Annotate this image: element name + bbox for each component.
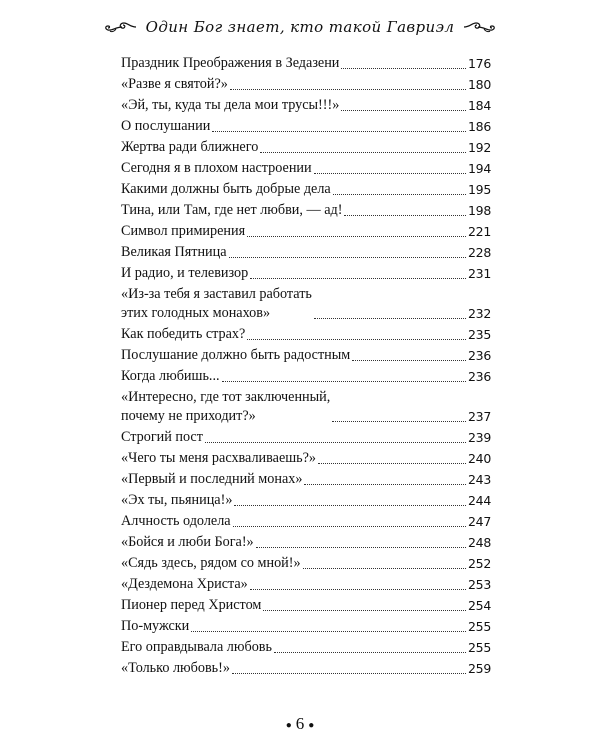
- toc-entry-title: «Разве я святой?»: [121, 76, 228, 92]
- dot-leader: [260, 152, 466, 153]
- dot-leader: [247, 339, 466, 340]
- toc-entry[interactable]: [121, 285, 491, 323]
- toc-entry[interactable]: [121, 117, 491, 136]
- dot-leader: [205, 442, 466, 443]
- toc-entry-title: Великая Пятница: [121, 244, 227, 260]
- toc-entry[interactable]: [121, 575, 491, 594]
- toc-entry-page: 255: [468, 640, 491, 655]
- toc-entry-page: 254: [468, 598, 491, 613]
- toc-entry[interactable]: [121, 388, 491, 426]
- dot-leader: [232, 673, 466, 674]
- toc-entry-title: И радио, и телевизор: [121, 265, 249, 281]
- toc-entry-title: Символ примирения: [121, 223, 246, 239]
- toc-entry-page: 259: [468, 661, 491, 676]
- left-ornament-icon: [102, 20, 138, 34]
- toc-entry-page: 176: [468, 56, 491, 71]
- toc-entry-page: 186: [468, 119, 491, 134]
- toc-entry-title: Строгий пост: [121, 429, 203, 445]
- dot-leader: [333, 194, 466, 195]
- page-number: 6: [295, 714, 305, 733]
- toc-entry[interactable]: [121, 533, 491, 552]
- dot-leader: [314, 173, 466, 174]
- toc-entry-title: По-мужски: [121, 618, 190, 634]
- toc-entry-title: Послушание должно быть радостным: [121, 347, 351, 363]
- toc-entry-page: 255: [468, 619, 491, 634]
- toc-entry[interactable]: [121, 346, 491, 365]
- footer-bullet-right: ●: [308, 719, 315, 731]
- dot-leader: [344, 215, 466, 216]
- dot-leader: [233, 526, 466, 527]
- toc-entry-title: Какими должны быть добрые дела: [121, 181, 331, 197]
- toc-entry-page: 231: [468, 266, 491, 281]
- dot-leader: [250, 278, 466, 279]
- toc-entry-title: «Чего ты меня расхваливаешь?»: [121, 450, 317, 466]
- toc-entry[interactable]: [121, 659, 491, 678]
- toc-entry-title: Алчность одолела: [121, 513, 231, 529]
- toc-entry-page: 252: [468, 556, 491, 571]
- toc-entry-title: «Только любовь!»: [121, 660, 230, 676]
- dot-leader: [250, 589, 466, 590]
- dot-leader: [256, 547, 466, 548]
- toc-entry-title: Сегодня я в плохом настроении: [121, 160, 312, 176]
- toc-entry-page: 236: [468, 369, 491, 384]
- toc-entry-title: Праздник Преображения в Зедазени: [121, 55, 340, 71]
- toc-entry-title: «Сядь здесь, рядом со мной!»: [121, 555, 301, 571]
- dot-leader: [332, 421, 466, 422]
- toc-entry-title: «Эй, ты, куда ты дела мои трусы!!!»: [121, 97, 340, 113]
- toc-entry-page: 221: [468, 224, 491, 239]
- toc-entry-title: «Дездемона Христа»: [121, 576, 248, 592]
- toc-entry[interactable]: [121, 470, 491, 489]
- toc-entry-page: 240: [468, 451, 491, 466]
- toc-entry[interactable]: [121, 54, 491, 73]
- page-footer: [0, 714, 600, 734]
- toc-entry-title: Тина, или Там, где нет любви, — ад!: [121, 202, 343, 218]
- dot-leader: [212, 131, 466, 132]
- toc-entry-title: Пионер перед Христом: [121, 597, 262, 613]
- toc-entry-page: 232: [468, 306, 491, 321]
- running-title: Один Бог знает, кто такой Гавриэл: [145, 18, 455, 36]
- toc-entry[interactable]: [121, 75, 491, 94]
- running-header: [0, 14, 600, 40]
- dot-leader: [247, 236, 466, 237]
- toc-entry-page: 180: [468, 77, 491, 92]
- footer-bullet-left: ●: [285, 719, 292, 731]
- toc-entry[interactable]: [121, 638, 491, 657]
- table-of-contents: [121, 54, 491, 680]
- toc-entry[interactable]: [121, 222, 491, 241]
- toc-entry-page: 236: [468, 348, 491, 363]
- toc-entry-page: 244: [468, 493, 491, 508]
- toc-entry[interactable]: [121, 96, 491, 115]
- toc-entry[interactable]: [121, 138, 491, 157]
- dot-leader: [318, 463, 466, 464]
- dot-leader: [304, 484, 466, 485]
- toc-entry-page: 198: [468, 203, 491, 218]
- toc-entry[interactable]: [121, 243, 491, 262]
- toc-entry[interactable]: [121, 428, 491, 447]
- toc-entry-title: «Бойся и люби Бога!»: [121, 534, 254, 550]
- dot-leader: [230, 89, 466, 90]
- dot-leader: [341, 68, 466, 69]
- toc-entry-page: 248: [468, 535, 491, 550]
- dot-leader: [263, 610, 466, 611]
- toc-entry-title: «Первый и последний монах»: [121, 471, 303, 487]
- toc-entry[interactable]: [121, 596, 491, 615]
- toc-entry-title: «Интересно, где тот заключенный, почему не приходит?»: [121, 389, 331, 424]
- dot-leader: [341, 110, 466, 111]
- toc-entry-page: 184: [468, 98, 491, 113]
- toc-entry-page: 228: [468, 245, 491, 260]
- toc-entry[interactable]: [121, 491, 491, 510]
- toc-entry-title: Как победить страх?: [121, 326, 246, 342]
- dot-leader: [314, 318, 466, 319]
- toc-entry[interactable]: [121, 449, 491, 468]
- toc-entry-title: «Из-за тебя я заставил работать этих голодных монахов»: [121, 286, 312, 321]
- toc-entry-page: 239: [468, 430, 491, 445]
- dot-leader: [222, 381, 466, 382]
- toc-entry-title: О послушании: [121, 118, 211, 134]
- toc-entry-title: Когда любишь...: [121, 368, 220, 384]
- toc-entry-page: 192: [468, 140, 491, 155]
- toc-entry[interactable]: [121, 180, 491, 199]
- dot-leader: [274, 652, 466, 653]
- dot-leader: [229, 257, 467, 258]
- dot-leader: [234, 505, 466, 506]
- toc-entry[interactable]: [121, 554, 491, 573]
- toc-entry-page: 237: [468, 409, 491, 424]
- toc-entry-page: 243: [468, 472, 491, 487]
- dot-leader: [191, 631, 466, 632]
- toc-entry-title: Его оправдывала любовь: [121, 639, 272, 655]
- right-ornament-icon: [462, 20, 498, 34]
- toc-entry-page: 235: [468, 327, 491, 342]
- toc-entry[interactable]: [121, 264, 491, 283]
- toc-entry[interactable]: [121, 617, 491, 636]
- toc-entry-page: 247: [468, 514, 491, 529]
- toc-entry[interactable]: [121, 201, 491, 220]
- toc-entry[interactable]: [121, 512, 491, 531]
- toc-entry[interactable]: [121, 367, 491, 386]
- toc-entry-title: «Эх ты, пьяница!»: [121, 492, 233, 508]
- toc-entry-page: 194: [468, 161, 491, 176]
- toc-entry-title: Жертва ради ближнего: [121, 139, 259, 155]
- dot-leader: [303, 568, 466, 569]
- toc-entry-page: 253: [468, 577, 491, 592]
- toc-entry[interactable]: [121, 325, 491, 344]
- toc-entry-page: 195: [468, 182, 491, 197]
- toc-entry[interactable]: [121, 159, 491, 178]
- dot-leader: [352, 360, 466, 361]
